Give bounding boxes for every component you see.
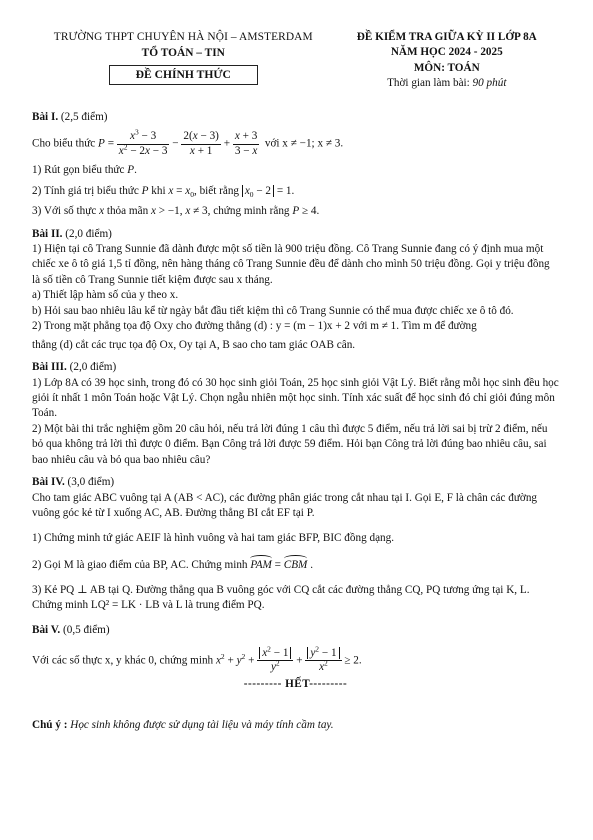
exam-header — [32, 30, 559, 92]
school-name: TRƯỜNG THPT CHUYÊN HÀ NỘI – AMSTERDAM — [53, 31, 313, 43]
bai1-expression: Cho biểu thức P = $\frac{x^3 - 3}{x^2 - 2x - 3}$ − $\frac{2(x - 3)}{x + 1}$ + $\frac{x + 3}{3 - x}$ với x ≠ −1; x ≠ 3. — [32, 127, 344, 157]
school-year: NĂM HỌC 2024 - 2025 — [390, 46, 503, 59]
fraction-2: $\frac{2(x - 3)}{x + 1}$ — [183, 130, 219, 157]
header-right — [335, 30, 559, 92]
bai1-q2: 2) Tính giá trị biểu thức P khi $x = x_0$, biết rằng $x_0 - 2 = 1$. — [32, 184, 295, 199]
bai2-p2b: thẳng (d) cắt các trục tọa độ Ox, Oy tại A, B sao cho tam giác OAB cân. — [32, 338, 356, 351]
section-title-bai3: Bài III. (2,0 điểm) — [32, 361, 117, 374]
section-title-bai5: Bài V. (0,5 điểm) — [32, 624, 110, 637]
bai2-pb: b) Hỏi sau bao nhiêu lâu kể từ ngày bắt đầu tiết kiệm thì cô Trang Sunnie có thể mua được chiếc xe ô tô đó. — [32, 304, 514, 317]
bai2-pa: a) Thiết lập hàm số của y theo x. — [32, 289, 179, 302]
bai4-intro: Cho tam giác ABC vuông tại A (AB < AC), các đường phân giác trong cắt nhau tại I. Gọi E, F là chân các đường vuông góc kẻ từ I xuống AC, AB. Đường thẳng BI cắt EF tại P. — [32, 491, 538, 520]
official-box: ĐỀ CHÍNH THỨC — [109, 65, 258, 85]
end-mark: --------- HẾT--------- — [243, 677, 348, 690]
department-name: TỔ TOÁN – TIN — [141, 46, 225, 59]
subject-name: MÔN: TOÁN — [413, 61, 480, 74]
bai2-p1: 1) Hiện tại cô Trang Sunnie đã dành được một số tiền là 900 triệu đồng. Cô Trang Sunnie đang có ý định mua một chiếc xe ô tô giá 1,5 tỉ đồng, nên hàng tháng cô Trang Sunnie đều để dành cho mình 50 triệu đồng. Gọi y triệu đồng là số tiền cô Trang Sunnie tiết kiệm được sau x tháng. — [32, 242, 550, 286]
fraction-4: $\frac{x^2 - 1}{y^2}$ — [257, 647, 293, 675]
section-title-bai2: Bài II. (2,0 điểm) — [32, 227, 112, 240]
angle-cbm: CBM — [284, 555, 308, 573]
fraction-5: $\frac{y^2 - 1}{x^2}$ — [305, 647, 341, 675]
header-left — [32, 30, 335, 92]
bai2-p2a: 2) Trong mặt phẳng tọa độ Oxy cho đường thẳng (d) : y = (m − 1)x + 2 với m ≠ 1. Tìm m để đường — [32, 320, 477, 333]
bai3-p1: 1) Lớp 8A có 39 học sinh, trong đó có 30 học sinh giỏi Toán, 25 học sinh giỏi Vật Lý. Biết rằng mỗi học sinh đều học giỏi ít nhất 1 môn Toán hoặc Vật Lý. Chọn ngẫu nhiên một học sinh. Tính xác suất để học sinh đó chỉ giỏi đúng môn Toán. — [32, 376, 559, 420]
angle-pam: PAM — [250, 555, 272, 573]
bai5-statement: Với các số thực x, y khác 0, chứng minh $x^2 + y^2$ + $\frac{x^2 - 1}{y^2}$ + $\frac{y^2 - 1}{x^2}$ ≥ 2. — [32, 644, 362, 674]
section-title-bai1: Bài I. (2,5 điểm) — [32, 110, 108, 123]
exam-title: ĐỀ KIỂM TRA GIỮA KỲ II LỚP 8A — [356, 31, 537, 43]
bai1-q3: 3) Với số thực x thỏa mãn x > −1, x ≠ 3, chứng minh rằng P ≥ 4. — [32, 205, 320, 218]
bai4-q2: 2) Gọi M là giao điểm của BP, AC. Chứng minh PAM = CBM . — [32, 555, 559, 573]
time-allowed: Thời gian làm bài: 90 phút — [387, 77, 507, 90]
fraction-1: $\frac{x^3 - 3}{x^2 - 2x - 3}$ — [118, 127, 168, 157]
bai4-q3: 3) Kẻ PQ ⊥ AB tại Q. Đường thẳng qua B vuông góc với CQ cắt các đường thẳng CQ, PQ tương ứng tại K, L. Chứng minh LQ² = LK · LB và L là trung điểm PQ. — [32, 583, 530, 612]
bai4-q1: 1) Chứng minh tứ giác AEIF là hình vuông và hai tam giác BFP, BIC đồng dạng. — [32, 531, 395, 544]
bai3-p2: 2) Một bài thi trắc nghiệm gồm 20 câu hỏi, nếu trả lời đúng 1 câu thì được 5 điểm, nếu trả lời sai bị trừ 2 điểm, nếu bỏ qua không trả lời thì được 0 điểm. Bạn Công trả lời được 59 điểm. Hỏi bạn Công trả lời đúng bao nhiêu câu, sai bao nhiêu câu và bỏ qua bao nhiêu câu? — [32, 422, 548, 466]
section-title-bai4: Bài IV. (3,0 điểm) — [32, 476, 115, 489]
exam-note: Chú ý : Học sinh không được sử dụng tài liệu và máy tính cầm tay. — [32, 719, 334, 732]
fraction-3: $\frac{x + 3}{3 - x}$ — [234, 130, 258, 157]
bai1-q1: 1) Rút gọn biểu thức P. — [32, 164, 137, 177]
